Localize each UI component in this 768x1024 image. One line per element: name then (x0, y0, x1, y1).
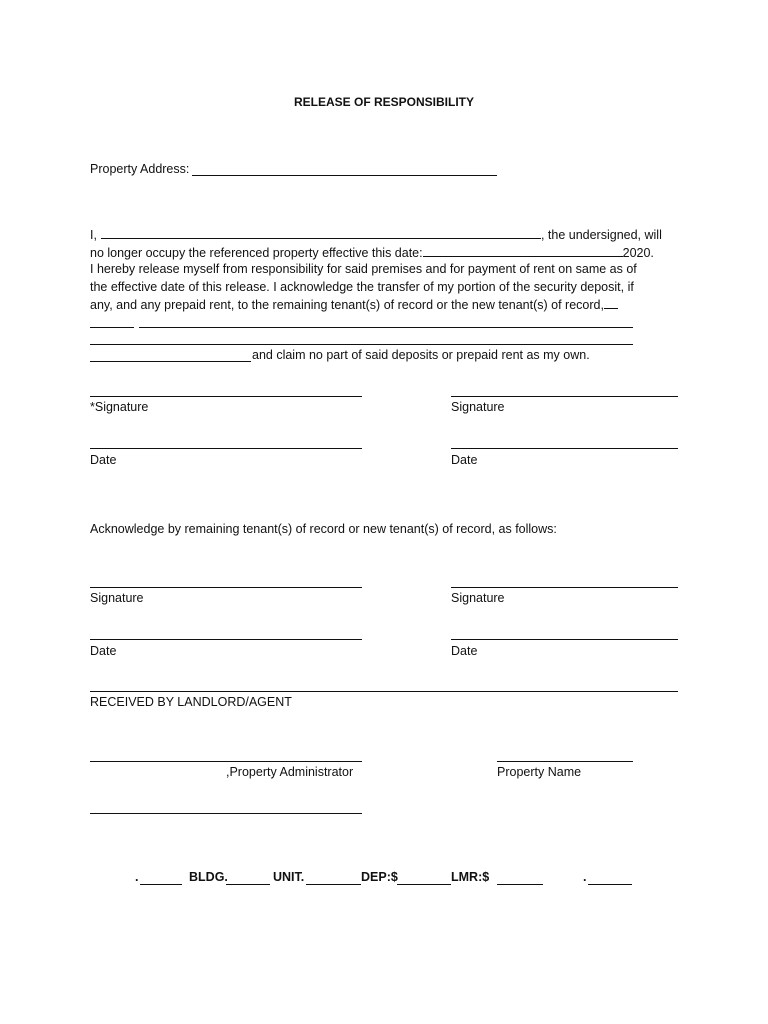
date-label-left-2: Date (90, 644, 117, 658)
signature-line-right-2[interactable] (451, 587, 678, 588)
property-administrator-label: ,Property Administrator (226, 765, 354, 779)
signature-label-right-1: Signature (451, 400, 505, 414)
para-l1-suffix: , the undersigned, will (540, 228, 662, 242)
signature-label-left-1: *Signature (90, 400, 149, 414)
document-title: RELEASE OF RESPONSIBILITY (293, 95, 475, 109)
footer-dep-field[interactable] (397, 870, 451, 885)
footer-unit-field[interactable] (306, 870, 361, 885)
received-label: RECEIVED BY LANDLORD/AGENT (90, 695, 292, 709)
footer-lmr-label: LMR:$ (451, 870, 490, 884)
footer-lmr-field[interactable] (497, 870, 543, 885)
date-label-right-2: Date (451, 644, 478, 658)
para-l5: any, and any prepaid rent, to the remaining tenant(s) of record or the new tenant(s) of record, (90, 298, 604, 312)
para-l2-prefix: no longer occupy the referenced property effective this date: (90, 245, 423, 260)
footer-bldg-field[interactable] (226, 870, 270, 885)
signature-line-right-1[interactable] (451, 396, 678, 397)
para-l4: the effective date of this release. I acknowledge the transfer of my portion of the security deposit, if (90, 279, 634, 294)
recipient-line-3[interactable] (90, 361, 251, 362)
tenant-name-field[interactable] (101, 226, 541, 239)
date-line-right-1[interactable] (451, 448, 678, 449)
signature-line-left-1[interactable] (90, 396, 362, 397)
landlord-divider (90, 691, 678, 692)
footer-unit-label: UNIT. (273, 870, 305, 884)
release-paragraph (90, 226, 680, 314)
property-address-field[interactable] (192, 175, 497, 176)
para-l3: I hereby release myself from responsibility for said premises and for payment of rent on same as of (90, 262, 637, 276)
record-field-a[interactable] (604, 296, 618, 309)
date-line-left-1[interactable] (90, 448, 362, 449)
recipient-line-1b[interactable] (139, 327, 633, 328)
recipient-line-2[interactable] (90, 344, 633, 345)
footer-field-2[interactable] (588, 870, 632, 885)
footer-dep-label: DEP:$ (361, 870, 398, 884)
date-line-left-2[interactable] (90, 639, 362, 640)
para-l1-prefix: I, (90, 228, 97, 242)
footer-bldg-label: BLDG. (189, 870, 228, 884)
administrator-signature-line[interactable] (90, 761, 362, 762)
effective-date-field[interactable] (423, 244, 623, 257)
acknowledge-text: Acknowledge by remaining tenant(s) of record or new tenant(s) of record, as follows: (90, 522, 557, 536)
footer-dot-2: . (583, 870, 587, 884)
footer-field-1[interactable] (140, 870, 182, 885)
para-l2-suffix: 2020. (622, 245, 654, 260)
property-name-label: Property Name (497, 765, 582, 779)
signature-label-left-2: Signature (90, 591, 144, 605)
recipient-line-1a[interactable] (90, 327, 134, 328)
extra-line[interactable] (90, 813, 362, 814)
footer-dot-1: . (135, 870, 139, 884)
date-label-right-1: Date (451, 453, 478, 467)
para-l8-suffix: and claim no part of said deposits or prepaid rent as my own. (252, 348, 590, 362)
date-label-left-1: Date (90, 453, 117, 467)
signature-label-right-2: Signature (451, 591, 505, 605)
property-address-label: Property Address: (90, 162, 190, 176)
signature-line-left-2[interactable] (90, 587, 362, 588)
date-line-right-2[interactable] (451, 639, 678, 640)
property-name-line[interactable] (497, 761, 633, 762)
